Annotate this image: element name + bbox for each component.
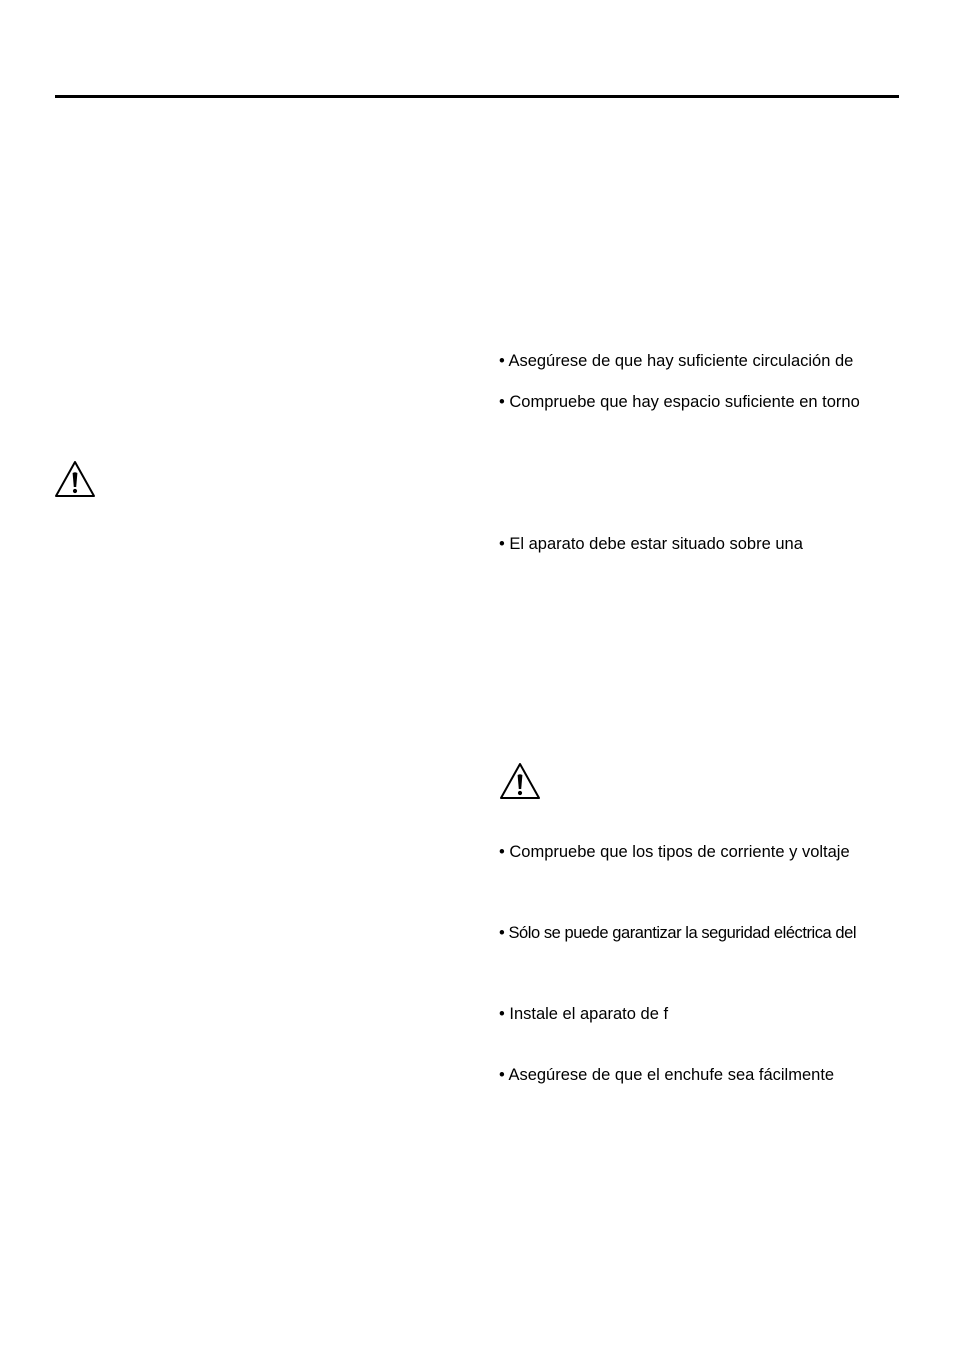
clearance-bullet: • Compruebe que hay espacio suficiente en torno [499, 393, 860, 411]
electrical-safety-bullet: • Sólo se puede garantizar la seguridad eléctrica del [499, 924, 857, 942]
voltage-bullet: • Compruebe que los tipos de corriente y voltaje [499, 843, 850, 861]
ventilation-bullet: • Asegúrese de que hay suficiente circulación de [499, 352, 854, 370]
warning-triangle-icon [499, 762, 541, 800]
header-rule [55, 95, 899, 98]
plug-access-bullet: • Asegúrese de que el enchufe sea fácilmente [499, 1066, 835, 1084]
placement-bullet: • El aparato debe estar situado sobre una [499, 535, 803, 553]
warning-triangle-icon [54, 460, 96, 498]
installation-bullet: • Instale el aparato de f [499, 1005, 669, 1023]
